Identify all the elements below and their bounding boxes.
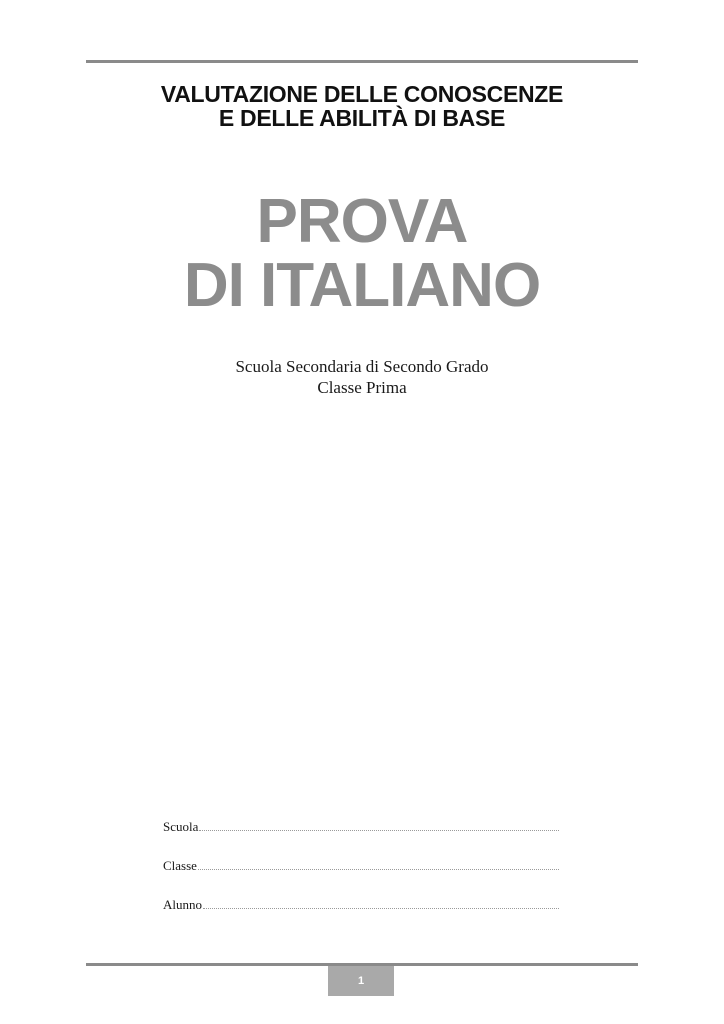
alunno-label: Alunno	[163, 897, 202, 912]
alunno-field[interactable]	[163, 897, 559, 913]
classe-field[interactable]	[163, 858, 559, 874]
scuola-label: Scuola	[163, 819, 199, 834]
subtitle-line-2: Classe Prima	[317, 378, 407, 397]
heading-line-2: E DELLE ABILITÀ DI BASE	[218, 105, 506, 131]
scuola-field[interactable]	[163, 819, 559, 835]
title-line-2: DI ITALIANO	[183, 251, 541, 320]
page-number-box	[328, 966, 394, 996]
subtitle-line-1: Scuola Secondaria di Secondo Grado	[235, 357, 489, 376]
alunno-dotted-line[interactable]	[203, 897, 559, 909]
classe-label: Classe	[163, 858, 197, 873]
document-title	[0, 187, 724, 320]
classe-dotted-line[interactable]	[198, 858, 559, 870]
document-subtitle	[0, 356, 724, 398]
heading-line-1: VALUTAZIONE DELLE CONOSCENZE	[160, 81, 564, 107]
title-line-1: PROVA	[256, 187, 468, 256]
document-heading	[0, 82, 724, 130]
top-rule	[86, 60, 638, 63]
scuola-dotted-line[interactable]	[199, 819, 559, 831]
page-number: 1	[357, 975, 365, 987]
